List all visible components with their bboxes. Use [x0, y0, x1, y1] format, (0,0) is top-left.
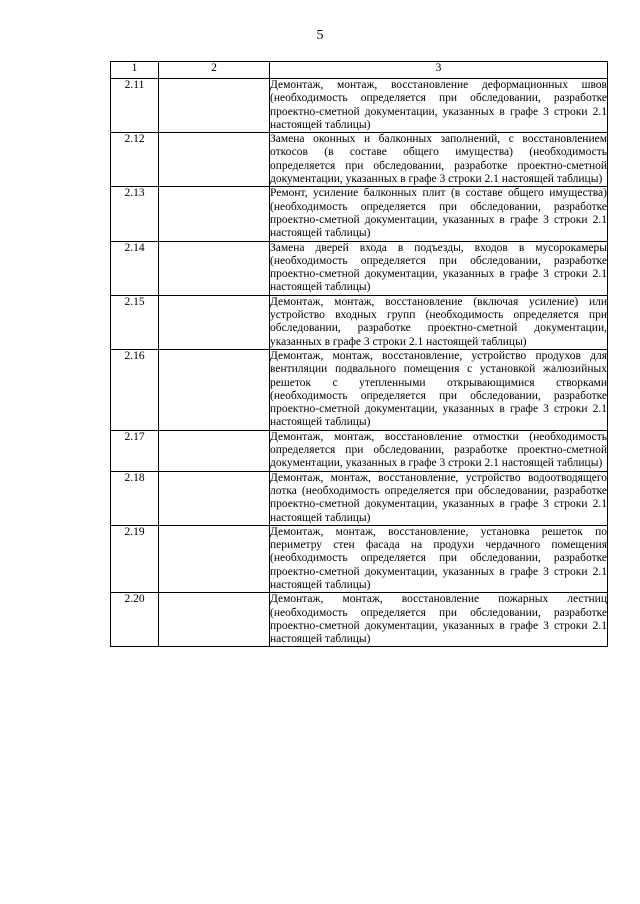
table-row: [111, 430, 608, 471]
work-description-cell: Ремонт, усиление балконных плит (в составе общего имущества) (необходимость определяется при обследовании, разработке проектно-сметной документации, указанных в графе 3 строки 2.1 настоящей таблицы): [270, 187, 607, 240]
row-number-cell: 2.18: [111, 471, 159, 525]
table-row: [111, 295, 608, 349]
column-2-cell: [159, 471, 270, 525]
work-description-cell: Демонтаж, монтаж, восстановление, устройство продухов для вентиляции подвального помещения с установкой жалюзийных решеток с утепленными открывающимися створками (необходимость определяется при обследовании, разработке проектно-сметной документации, указанных в графе 3 строки 2.1 настоящей таблицы): [270, 349, 607, 429]
table-row: [111, 187, 608, 241]
table-row: [111, 525, 608, 592]
column-header-2: 2: [159, 62, 270, 79]
column-2-cell: [159, 79, 270, 133]
row-number-cell: 2.14: [111, 241, 159, 295]
column-2-cell: [159, 430, 270, 471]
column-2-cell: [159, 295, 270, 349]
column-2-cell: [159, 525, 270, 592]
column-2-cell: [159, 241, 270, 295]
row-number-cell: 2.12: [111, 133, 159, 187]
table-header-row: [111, 62, 608, 79]
table-row: [111, 471, 608, 525]
column-header-3: 3: [270, 62, 608, 79]
table-body: [111, 79, 608, 647]
work-description-cell: Замена оконных и балконных заполнений, с восстановлением откосов (в составе общего имущества) (необходимость определяется при обследовании, разработке проектно-сметной документации, указанных в графе 3 строки 2.1 настоящей таблицы): [270, 133, 607, 186]
row-number-cell: 2.20: [111, 593, 159, 647]
work-description-cell: Демонтаж, монтаж, восстановление, устройство водоотводящего лотка (необходимость определяется при обследовании, разработке проектно-сметной документации, указанных в графе 3 строки 2.1 настоящей таблицы): [270, 471, 607, 524]
table-row: [111, 349, 608, 430]
row-number-cell: 2.13: [111, 187, 159, 241]
column-2-cell: [159, 349, 270, 430]
work-description-cell: Демонтаж, монтаж, восстановление, установка решеток по периметру стен фасада на продухи чердачного помещения (необходимость определяется при обследовании, разработке проектно-сметной документации, указанных в графе 3 строки 2.1 настоящей таблицы): [270, 525, 607, 591]
work-description-cell: Демонтаж, монтаж, восстановление отмостки (необходимость определяется при обследовании, разработке проектно-сметной документации, указанных в графе 3 строки 2.1 настоящей таблицы): [270, 430, 607, 470]
column-2-cell: [159, 593, 270, 647]
table-row: [111, 593, 608, 647]
column-header-1: 1: [111, 62, 159, 79]
table-row: [111, 241, 608, 295]
works-table: [110, 61, 608, 647]
row-number-cell: 2.17: [111, 430, 159, 471]
table-row: [111, 79, 608, 133]
row-number-cell: 2.11: [111, 79, 159, 133]
work-description-cell: Демонтаж, монтаж, восстановление деформационных швов (необходимость определяется при обследовании, разработке проектно-сметной документации, указанных в графе 3 строки 2.1 настоящей таблицы): [270, 79, 607, 131]
work-description-cell: Замена дверей входа в подъезды, входов в мусорокамеры (необходимость определяется при обследовании, разработке проектно-сметной документации, указанных в графе 3 строки 2.1 настоящей таблицы): [270, 241, 607, 294]
row-number-cell: 2.19: [111, 525, 159, 592]
row-number-cell: 2.15: [111, 295, 159, 349]
column-2-cell: [159, 187, 270, 241]
table-row: [111, 133, 608, 187]
work-description-cell: Демонтаж, монтаж, восстановление (включая усиление) или устройство входных групп (необходимость определяется при обследовании, разработке проектно-сметной документации, указанных в графе 3 строки 2.1 настоящей таблицы): [270, 295, 607, 348]
column-2-cell: [159, 133, 270, 187]
page-number: 5: [316, 28, 324, 43]
work-description-cell: Демонтаж, монтаж, восстановление пожарных лестниц (необходимость определяется при обследовании, разработке проектно-сметной документации, указанных в графе 3 строки 2.1 настоящей таблицы): [270, 593, 607, 646]
row-number-cell: 2.16: [111, 349, 159, 430]
